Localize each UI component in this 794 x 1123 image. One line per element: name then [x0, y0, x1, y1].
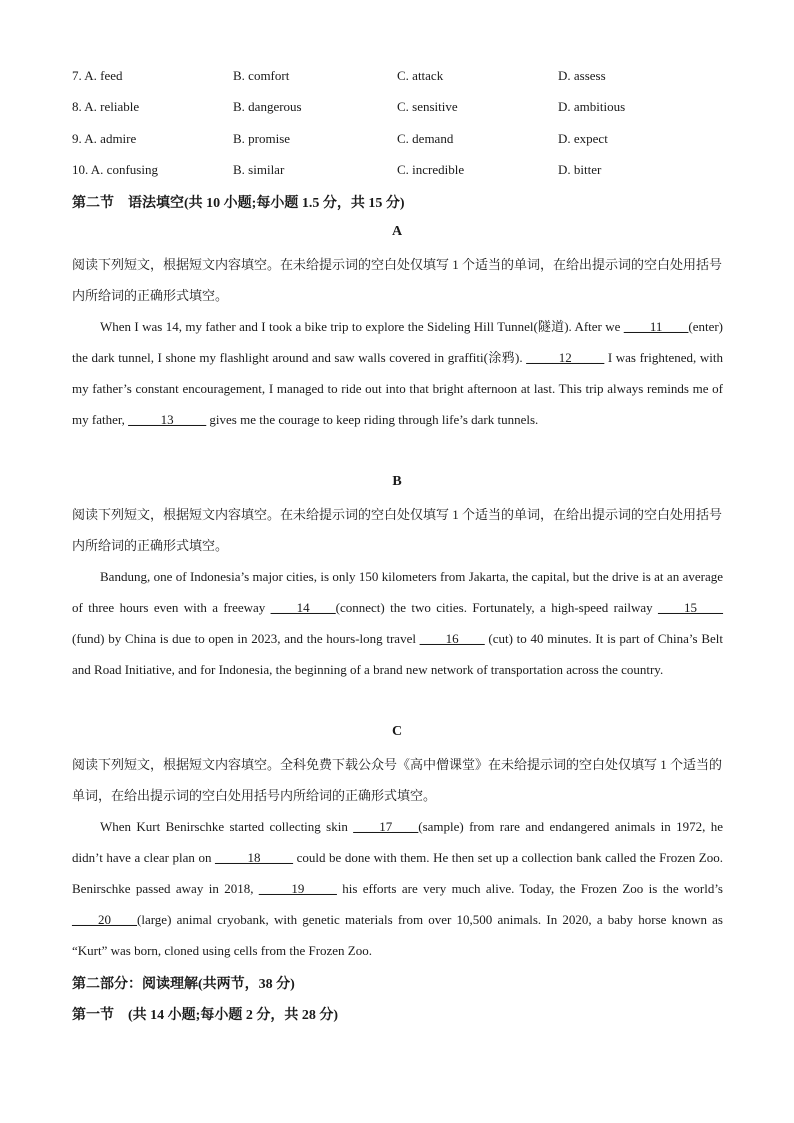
passage-letter-c: C: [391, 724, 403, 739]
blank-20[interactable]: ____20____: [72, 912, 137, 927]
option-a: 10. A. confusing: [72, 162, 158, 177]
text-segment: (fund) by China is due to open in 2023, and the hours-long travel: [72, 631, 420, 646]
option-row: [72, 162, 732, 180]
passage-c-instruction: 阅读下列短文，根据短文内容填空。全科免费下载公众号《高中僧课堂》在未给提示词的空白处仅填写 1 个适当的单词，在给出提示词的空白处用括号内所给词的正确形式填空。: [72, 757, 723, 803]
text-segment: (sample) from rare and endangered animals in 1972, he didn’t have a clear plan on: [72, 819, 723, 865]
passage-a-instruction: 阅读下列短文，根据短文内容填空。在未给提示词的空白处仅填写 1 个适当的单词，在给出提示词的空白处用括号内所给词的正确形式填空。: [72, 257, 723, 303]
text-segment: Bandung, one of Indonesia’s major cities, is only 150 kilometers from Jakarta, the capital, but the drive is at an average of three hours even with a freeway: [72, 569, 723, 615]
blank-13[interactable]: _____13_____: [128, 412, 207, 427]
option-b: B. comfort: [233, 68, 290, 83]
option-c: C. attack: [397, 68, 444, 83]
option-row: [72, 68, 732, 86]
option-c: C. demand: [397, 131, 454, 146]
text-segment: (enter) the dark tunnel, I shone my flashlight around and saw walls covered in graffiti(涂鸦).: [72, 319, 723, 365]
part-heading: 第二部分：阅读理解(共两节，38 分): [72, 977, 295, 992]
option-row: [72, 99, 732, 117]
text-segment: When Kurt Benirschke started collecting skin: [100, 819, 354, 834]
option-d: D. ambitious: [558, 99, 626, 114]
blank-19[interactable]: _____19_____: [258, 881, 337, 896]
option-b: B. dangerous: [233, 99, 302, 114]
blank-12[interactable]: _____12_____: [526, 350, 605, 365]
blank-17[interactable]: ____17____: [353, 819, 419, 834]
passage-b-text: [72, 561, 723, 685]
blank-16[interactable]: ____16____: [419, 631, 485, 646]
passage-letter-a: A: [391, 224, 403, 239]
blank-18[interactable]: _____18_____: [215, 850, 294, 865]
blank-11[interactable]: ____11____: [623, 319, 689, 334]
option-d: D. expect: [558, 131, 608, 146]
passage-c-text: [72, 811, 723, 966]
text-segment: I was frightened, with my father’s constant encouragement, I managed to ride out into that bright afternoon at last. This trip always reminds me of my father,: [72, 350, 723, 427]
text-segment: (cut) to 40 minutes. It is part of China’s Belt and Road Initiative, and for Indonesia, the beginning of a brand new network of transportation across the country.: [72, 631, 723, 677]
passage-letter-b: B: [392, 474, 402, 489]
option-a: 9. A. admire: [72, 131, 137, 146]
option-a: 8. A. reliable: [72, 99, 140, 114]
section-heading: 第二节 语法填空(共 10 小题;每小题 1.5 分，共 15 分): [72, 196, 405, 211]
text-segment: gives me the courage to keep riding through life’s dark tunnels.: [206, 412, 539, 427]
text-segment: could be done with them. He then set up a collection bank called the Frozen Zoo. Benirschke passed away in 2018,: [72, 850, 723, 896]
passage-a-text: [72, 311, 723, 435]
text-segment: his efforts are very much alive. Today, the Frozen Zoo is the world’s: [336, 881, 723, 896]
option-b: B. promise: [233, 131, 291, 146]
option-b: B. similar: [233, 162, 285, 177]
option-c: C. sensitive: [397, 99, 458, 114]
blank-14[interactable]: ____14____: [270, 600, 336, 615]
section-heading: 第一节 (共 14 小题;每小题 2 分，共 28 分): [72, 1008, 338, 1023]
text-segment: When I was 14, my father and I took a bike trip to explore the Sideling Hill Tunnel(隧道). After we: [100, 319, 624, 334]
text-segment: (connect) the two cities. Fortunately, a high-speed railway: [335, 600, 658, 615]
blank-15[interactable]: ____15____: [658, 600, 723, 615]
option-a: 7. A. feed: [72, 68, 123, 83]
option-c: C. incredible: [397, 162, 465, 177]
option-row: [72, 131, 732, 149]
text-segment: (large) animal cryobank, with genetic materials from over 10,500 animals. In 2020, a baby horse known as “Kurt” was born, cloned using cells from the Frozen Zoo.: [72, 912, 723, 958]
option-d: D. bitter: [558, 162, 602, 177]
option-d: D. assess: [558, 68, 606, 83]
passage-b-instruction: 阅读下列短文，根据短文内容填空。在未给提示词的空白处仅填写 1 个适当的单词，在给出提示词的空白处用括号内所给词的正确形式填空。: [72, 507, 723, 553]
